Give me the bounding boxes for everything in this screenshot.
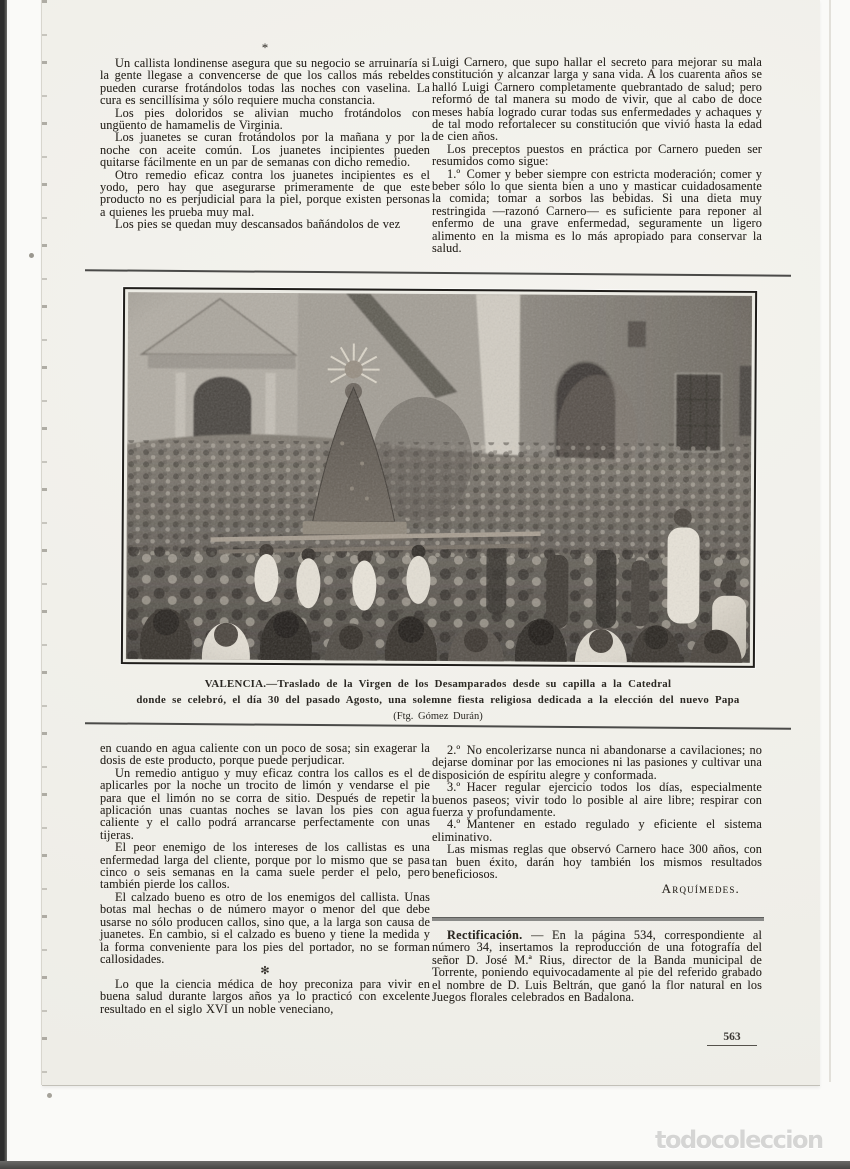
top-left-column bbox=[100, 57, 430, 231]
paragraph: Un remedio antiguo y muy eficaz contra los callos es el de aplicarles por la noche un trocito de limón y vendarse el pie para que el limón no se corra de sitio. Después de repetir la aplicación unas cuantas noches se lavan los pies con agua caliente y el callo podrá arrancarse perfectamente con unas tijeras. bbox=[100, 765, 430, 842]
photo-caption bbox=[85, 676, 791, 725]
paragraph: El peor enemigo de los intereses de los callistas es una enfermedad larga del cliente, porque por lo mismo que se pasa cinco o seis semanas en la cama suele perder el pelo, pero también pierde los callos. bbox=[100, 840, 430, 892]
rectification-paragraph bbox=[432, 929, 762, 1003]
bottom-right-column bbox=[432, 744, 762, 896]
bottom-left-column bbox=[100, 742, 430, 1015]
rectification-rule bbox=[432, 917, 764, 921]
paragraph: Luigi Carnero, que supo hallar el secreto para mejorar su mala constitución y alcanzar larga y sana vida. A los cuarenta años se halló Luigi Carnero completamente quebrantado de salud; pero reformó de tal manera su modo de vivir, que al cabo de doce meses había logrado curar todas sus enfermedades y achaques y de tal modo refortalecer su constitución que vivió hasta la edad de cien años. bbox=[432, 55, 762, 144]
procession-photograph bbox=[121, 287, 757, 668]
paragraph: Un callista londinense asegura que su negocio se arruinaría si la gente llegase a convencerse de que los callos más rebeldes pueden curarse frotándolos todas las noches con vaselina. La cura es sencillísima y sólo requiere mucha constancia. bbox=[100, 56, 430, 108]
paragraph: Los pies se quedan muy descansados bañándolos de vez bbox=[115, 217, 401, 232]
rectification-lead: Rectificación. bbox=[447, 928, 523, 942]
paragraph: 2.º No encolerizarse nunca ni abandonarse a cavilaciones; no dejarse dominar por las emociones ni las pasiones y cultivar una disposición de espíritu alegre y conformada. bbox=[432, 743, 762, 782]
caption-line-1: VALENCIA.—Traslado de la Virgen de los Desamparados desde su capilla a la Catedral bbox=[204, 678, 672, 690]
top-right-column bbox=[432, 56, 762, 255]
paragraph: Otro remedio eficaz contra los juanetes incipientes es el yodo, pero hay que asegurarse primeramente de que este producto no es perjudicial para la piel, porque existen personas a quienes les prueba muy mal. bbox=[100, 167, 430, 219]
top-divider-asterisk: * bbox=[261, 40, 269, 55]
paragraph: Los preceptos puestos en práctica por Carnero pueden ser resumidos como sigue: bbox=[432, 141, 762, 169]
paragraph: 1.º Comer y beber siempre con estricta moderación; comer y beber sólo lo que sienta bien a uno y masticar cuidadosamente la comida; tomar a sorbos las bebidas. Si una dieta muy restringida —razonó Carnero— es suficiente para reponer al enfermo de una grave enfermedad, seguramente un ligero alimento en la misma es lo más apropiado para conservar la salud. bbox=[432, 166, 762, 256]
bottom-divider-asterisk: ✻ bbox=[260, 965, 270, 978]
section-rule-top bbox=[85, 269, 791, 277]
torn-page-edge bbox=[41, 0, 47, 1085]
paragraph: en cuando en agua caliente con un poco de sosa; sin exagerar la dosis de este producto, porque puede perjudicar. bbox=[100, 741, 430, 768]
paragraph: 4.º Mantener en estado regulado y eficiente el sistema eliminativo. bbox=[432, 817, 762, 844]
rectification-body: — En la página 534, correspondiente al número 34, insertamos la reproducción de una fotografía del señor D. José M.ª Rius, director de la Banda municipal de Torrente, poniendo equivocadamente al pie del referido grabado el nombre de D. Luis Beltrán, que ganó la flor natural en los Juegos florales celebrados en Badalona. bbox=[432, 928, 762, 1005]
paragraph: Las mismas reglas que observó Carnero hace 300 años, con tan buen éxito, darán hoy también los mismos resultados beneficiosos. bbox=[432, 842, 762, 882]
paragraph: El calzado bueno es otro de los enemigos del callista. Unas botas mal hechas o de número mayor o menor del que debe usarse no sólo producen callos, sino que, a la larga son causa de juanetes. En cambio, si el calzado es bueno y tiene la medida y la forma conveniente para los pies del portador, no se forman callosidades. bbox=[100, 889, 430, 966]
procession-photo-art bbox=[126, 292, 752, 663]
caption-line-2: donde se celebró, el día 30 del pasado Agosto, una solemne fiesta religiosa dedicada a la elección del nuevo Papa bbox=[136, 694, 740, 706]
todocoleccion-watermark: todocoleccion bbox=[655, 1126, 823, 1154]
caption-credit: (Ftg. Gómez Durán) bbox=[393, 711, 483, 722]
paragraph: Los juanetes se curan frotándolos por la mañana y por la noche con aceite común. Los juanetes incipientes pueden quitarse fácilmente en un par de semanas con dicho remedio. bbox=[100, 130, 430, 170]
paragraph: Lo que la ciencia médica de hoy preconiza para vivir en buena salud durante largos años ya lo practicó con excelente resultado en el siglo XVI un noble veneciano, bbox=[100, 976, 430, 1016]
page-number: 563 bbox=[672, 1031, 792, 1043]
author-signature: Arquímedes. bbox=[661, 881, 740, 897]
paragraph: 3.º Hacer regular ejercicio todos los días, especialmente buenos paseos; vivir todo lo posible al aire libre; respirar con fuerza y profundamente. bbox=[432, 780, 762, 820]
dust-specks bbox=[0, 0, 3, 3]
scan-edge-line bbox=[829, 0, 831, 1082]
paragraph: Los pies doloridos se alivian mucho frotándolos con ungüento de hamamelis de Virginia. bbox=[100, 105, 430, 133]
magazine-page bbox=[42, 0, 820, 1086]
scan-left-strip bbox=[0, 0, 7, 1161]
scan-bottom-strip bbox=[0, 1161, 850, 1169]
